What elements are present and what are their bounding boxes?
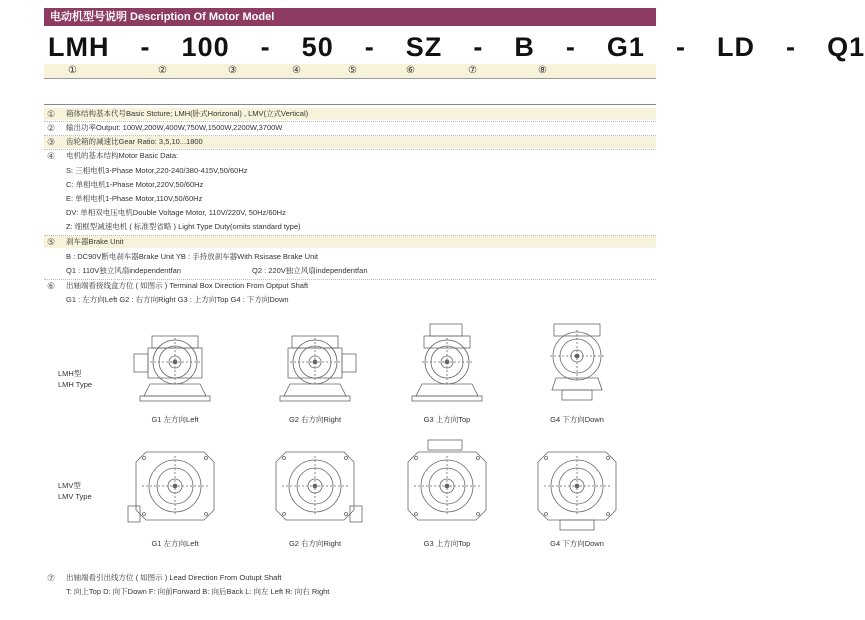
lmv-label-en: LMV Type [58,492,92,501]
spec-row-6 [44,280,656,292]
lmv-g3-drawing [400,440,494,526]
lmv-type-label [58,480,92,502]
model-part-ratio: 50 [301,32,334,62]
model-dash: - [473,32,484,62]
lmh-type-label [58,368,92,390]
model-dash: - [140,32,151,62]
lmv-caption-g1: G1 左方向Left [151,539,199,548]
segment-marker: ⑤ [348,65,357,76]
lmv-g1-drawing [128,448,222,526]
section-title: 电动机型号说明 Description Of Motor Model [44,8,656,26]
spec-row-7 [44,572,656,584]
lmh-g4-drawing [532,322,622,404]
model-dash: - [260,32,271,62]
spec-row-3 [44,136,656,148]
model-part-lead: LD [717,32,756,62]
model-part-series: LMH [48,32,110,62]
motor-type-item: C: 单相电机1-Phase Motor,220V,50/60Hz [66,180,204,189]
row-number: ① [46,109,56,119]
lmv-caption-g3: G3 上方向Top [423,539,471,548]
model-part-output: 100 [181,32,230,62]
motor-type-item: E: 单相电机1-Phase Motor,110V,50/60Hz [66,194,203,203]
terminal-directions: G1 : 左方向Left G2 : 右方向Right G3 : 上方向Top G4 : 下方向Down [66,295,289,304]
row-text: 刹车器Brake Unit [66,237,124,246]
row-number: ⑤ [46,237,56,247]
segment-marker: ① [68,65,77,76]
lmh-caption-g1: G1 左方向Left [151,415,199,424]
lmv-g4-drawing [530,448,624,534]
segment-marker: ② [158,65,167,76]
divider [44,104,656,105]
lmh-caption-g4: G4 下方向Down [550,415,604,424]
lmh-g3-drawing [402,322,492,404]
lmv-caption-g2: G2 右方向Right [288,539,342,548]
motor-type-item: DV: 单相双电压电机Double Voltage Motor, 110V/220V, 50Hz/60Hz [66,208,286,217]
model-part-motor: SZ [405,32,443,62]
row-text: 输出功率Output: 100W,200W,400W,750W,1500W,2200W,3700W [66,123,283,132]
row-number: ⑦ [46,573,56,583]
model-part-terminal: G1 [606,32,645,62]
row-text: 出轴端看引出线方位 ( 如图示 ) Lead Direction From Outupt Shaft [66,573,282,582]
model-code [48,30,865,64]
model-dash: - [675,32,686,62]
segment-marker: ⑥ [406,65,415,76]
model-dash: - [565,32,576,62]
lmh-label-cn: LMH型 [58,369,82,378]
model-part-brake: B [514,32,535,62]
segment-marker: ⑧ [538,65,547,76]
spec-row-1 [44,108,656,120]
lmh-g2-drawing [270,334,360,404]
segment-marker: ③ [228,65,237,76]
row-number: ⑥ [46,281,56,291]
lmh-g1-drawing [130,334,220,404]
lmv-g2-drawing [268,448,362,526]
lead-directions: T: 向上Top D: 向下Down F: 向前Forward B: 向后Back L: 向左 Left R: 向右 Right [66,587,330,596]
row-number: ④ [46,151,56,161]
row-number: ③ [46,137,56,147]
model-dash: - [364,32,375,62]
segment-marker: ⑦ [468,65,477,76]
model-part-fan: Q1 [827,32,865,62]
row-number: ② [46,123,56,133]
lmv-caption-g4: G4 下方向Down [550,539,604,548]
spec-row-2 [44,122,656,134]
brake-options: B : DC90V断电刹车器Brake Unit YB : 手持放刹车器With Rsisase Brake Unit [66,252,319,261]
row-text: 电机的基本结构Motor Basic Data: [66,151,179,160]
motor-type-item: Z: 细框型减速电机 ( 标准型省略 ) Light Type Duty(omits standard type) [66,222,301,231]
lmh-caption-g2: G2 右方向Right [288,415,342,424]
lmh-label-en: LMH Type [58,380,93,389]
spec-row-5 [44,236,656,248]
motor-type-item: S: 三相电机3-Phase Motor,220-240/380-415V,50/60Hz [66,166,248,175]
fan-option-q2: Q2 : 220V独立风扇independentfan [252,266,368,275]
fan-option-q1: Q1 : 110V独立风扇independentfan [66,266,181,275]
lmv-label-cn: LMV型 [58,481,81,490]
spec-row-4 [44,150,656,162]
model-dash: - [786,32,797,62]
segment-marker-band [44,64,656,79]
row-text: 箱体结构基本代号Basic Stcture; LMH(卧式Horizonal) , LMV(立式Vertical) [66,109,309,118]
row-text: 齿轮箱的减速比Gear Ratio: 3,5,10...1800 [66,137,203,146]
segment-marker: ④ [292,65,301,76]
row-text: 出轴端看接线盒方位 ( 如图示 ) Terminal Box Direction From Optput Shaft [66,281,309,290]
lmh-caption-g3: G3 上方向Top [423,415,471,424]
